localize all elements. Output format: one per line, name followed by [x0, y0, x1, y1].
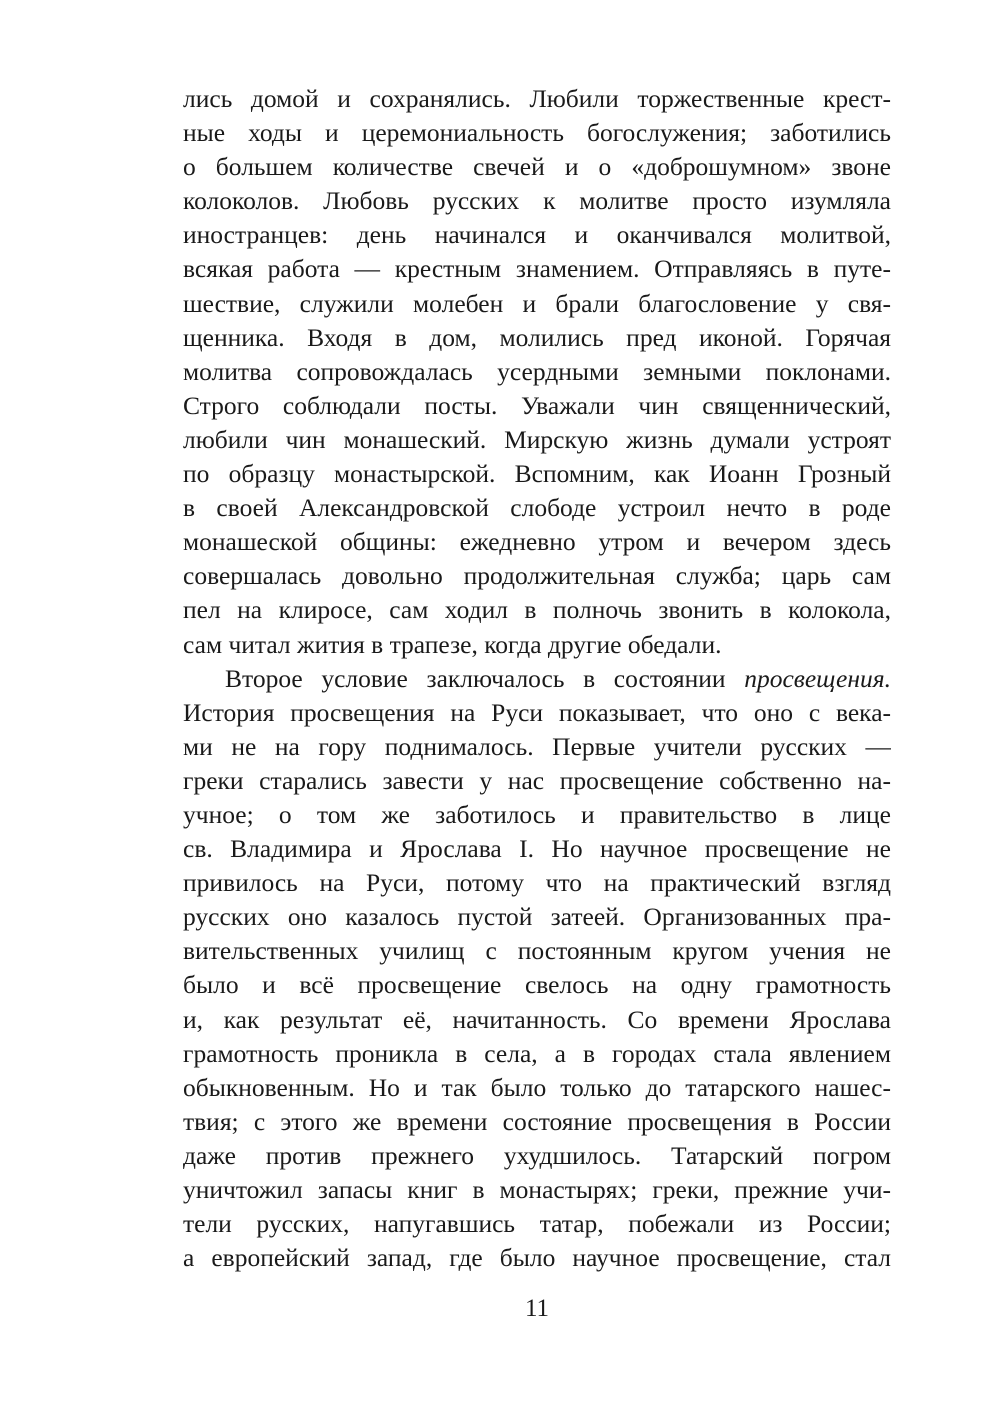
text-line: греки старались завести у нас просвещение собственно на- [183, 765, 891, 795]
text-line: обыкновенным. Но и так было только до татарского нашес- [183, 1072, 891, 1102]
paragraph-first-line [183, 662, 891, 696]
text-line: монашеской общины: ежедневно утром и вечером здесь [183, 527, 891, 557]
text-line: о большем количестве свечей и о «доброшумном» звоне [183, 152, 891, 182]
page-number: 11 [524, 1295, 550, 1322]
text-line: учное; о том же заботилось и правительство в лице [183, 799, 891, 829]
text-line: молитва сопровождалась усердными земными поклонами. [183, 356, 891, 386]
text-line: всякая работа — крестным знамением. Отправляясь в путе- [183, 254, 891, 284]
text-line: ми не на гору поднималось. Первые учители русских — [183, 731, 891, 761]
text-line: св. Владимира и Ярослава I. Но научное просвещение не [183, 834, 891, 864]
text-line: иностранцев: день начинался и оканчивался молитвой, [183, 220, 891, 250]
text-line: грамотность проникла в села, а в городах стала явлением [183, 1038, 891, 1068]
text-line: привилось на Руси, потому что на практический взгляд [183, 868, 891, 898]
text-line: колоколов. Любовь русских к молитве просто изумляла [183, 186, 891, 216]
text-line: ные ходы и церемониальность богослужения; заботились [183, 118, 891, 148]
text-line: Строго соблюдали посты. Уважали чин священнический, [183, 390, 891, 420]
paragraph-2 [183, 662, 891, 1276]
text-line: История просвещения на Руси показывает, что оно с века- [183, 697, 891, 727]
text-line: сам читал жития в трапезе, когда другие обедали. [183, 629, 722, 659]
text-line: лись домой и сохранялись. Любили торжественные крест- [183, 84, 891, 113]
text-line: пел на клиросе, сам ходил в полночь звонить в колокола, [183, 595, 891, 625]
text-line: по образцу монастырской. Вспомним, как Иоанн Грозный [183, 459, 891, 489]
text-line: уничтожил запасы книг в монастырях; греки, прежние учи- [183, 1175, 891, 1204]
paragraph-1 [183, 82, 891, 662]
text-line: вительственных училищ с постоянным кругом учения не [183, 936, 891, 966]
text-line: в своей Александровской слободе устроил нечто в роде [183, 493, 891, 523]
text-line: совершалась довольно продолжительная служба; царь сам [183, 561, 891, 591]
text-line: даже против прежнего ухудшилось. Татарский погром [183, 1140, 891, 1170]
text-span: Второе условие заключалось в состоянии [225, 663, 745, 693]
text-line: было и всё просвещение свелось на одну грамотность [183, 970, 891, 1000]
emphasized-term: просвещения. [744, 663, 891, 693]
body-text [183, 82, 891, 1275]
text-line: а европейский запад, где было научное просвещение, стал [183, 1243, 891, 1273]
text-line: и, как результат её, начитанность. Со времени Ярослава [183, 1004, 891, 1034]
text-line: русских оно казалось пустой затеей. Организованных пра- [183, 902, 891, 932]
text-line: шествие, служили молебен и брали благословение у свя- [183, 288, 891, 318]
text-line: твия; с этого же времени состояние просвещения в России [183, 1106, 891, 1136]
text-line: тели русских, напугавшись татар, побежали из России; [183, 1209, 891, 1239]
text-line: щенника. Входя в дом, молились пред иконой. Горячая [183, 322, 891, 352]
text-line: любили чин монашеский. Мирскую жизнь думали устроят [183, 424, 891, 454]
